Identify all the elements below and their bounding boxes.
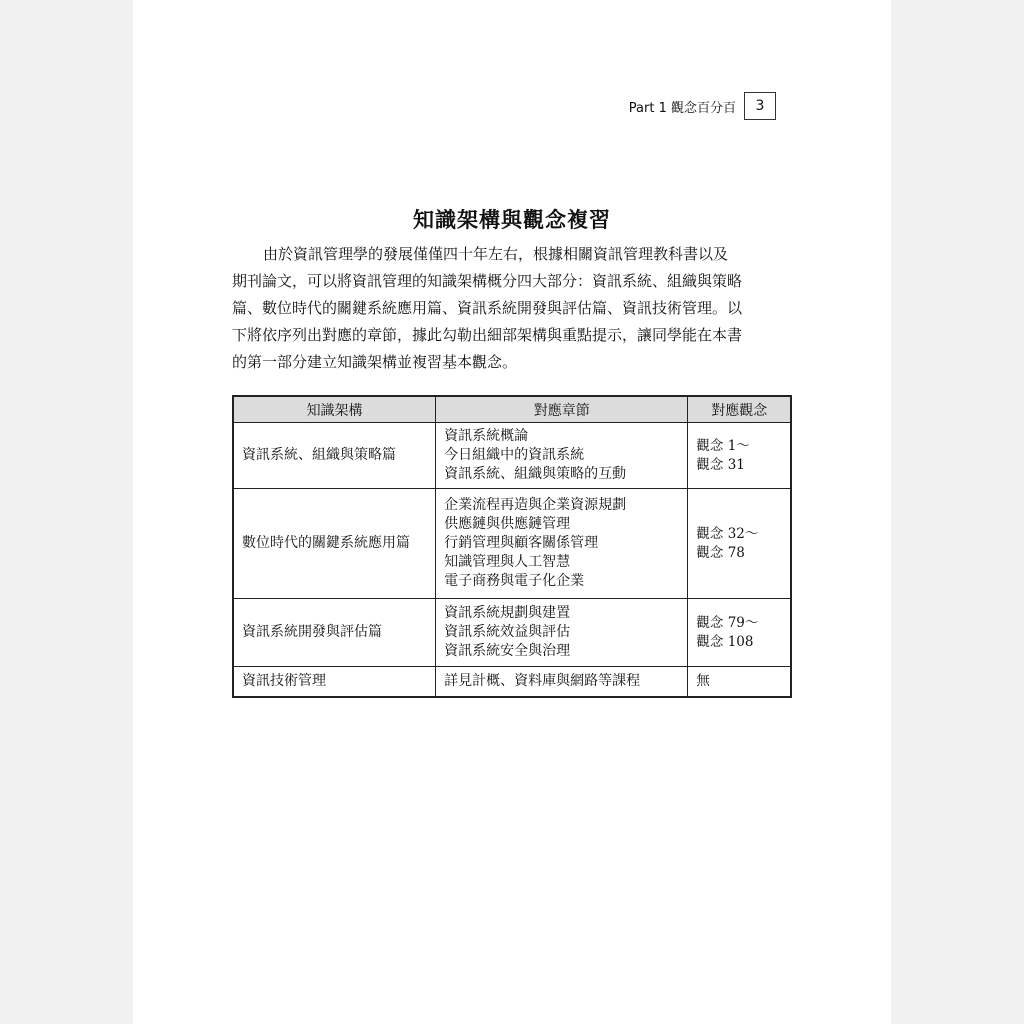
- chapter-item: 知識管理與人工智慧: [444, 554, 571, 570]
- chapter-item: 資訊系統、組織與策略的互動: [444, 466, 627, 482]
- chapter-item: 資訊系統安全與治理: [444, 643, 571, 659]
- concept-range-start: 觀念 79～: [696, 614, 759, 631]
- chapters-cell: [436, 599, 688, 667]
- paragraph-line: 篇、數位時代的關鍵系統應用篇、資訊系統開發與評估篇、資訊技術管理。以: [232, 299, 743, 317]
- framework-cell: 資訊技術管理: [233, 667, 436, 697]
- chapter-item: 資訊系統規劃與建置: [444, 605, 571, 621]
- book-page: [133, 0, 891, 1024]
- paragraph-line: 期刊論文，可以將資訊管理的知識架構概分四大部分：資訊系統、組織與策略: [232, 272, 743, 290]
- concept-range-end: 觀念 31: [696, 456, 745, 473]
- intro-paragraph: [232, 241, 794, 376]
- concepts-cell: [688, 489, 791, 599]
- header-concepts: 對應觀念: [688, 396, 791, 423]
- running-title: Part 1 觀念百分百: [628, 100, 736, 116]
- knowledge-table: [232, 395, 792, 698]
- header-framework: 知識架構: [233, 396, 436, 423]
- concept-none: 無: [696, 672, 710, 689]
- concept-range-start: 觀念 32～: [696, 525, 759, 542]
- concept-range-end: 觀念 78: [696, 544, 745, 561]
- concept-range-end: 觀念 108: [696, 633, 754, 650]
- running-header: [629, 92, 776, 120]
- chapter-item: 資訊系統概論: [444, 428, 529, 444]
- chapters-cell: [436, 489, 688, 599]
- table-row: [233, 667, 791, 697]
- chapter-item: 電子商務與電子化企業: [444, 573, 585, 589]
- chapter-item: 供應鏈與供應鏈管理: [444, 516, 571, 532]
- page-number: 3: [744, 92, 776, 120]
- chapter-item: 企業流程再造與企業資源規劃: [444, 497, 627, 513]
- chapter-item: 詳見計概、資料庫與網路等課程: [444, 672, 641, 689]
- paragraph-line: 由於資訊管理學的發展僅僅四十年左右，根據相關資訊管理教科書以及: [263, 245, 729, 263]
- chapter-item: 今日組織中的資訊系統: [444, 447, 585, 463]
- table-row: [233, 489, 791, 599]
- table-row: [233, 423, 791, 489]
- concepts-cell: [688, 423, 791, 489]
- chapter-item: 行銷管理與顧客關係管理: [444, 535, 599, 551]
- framework-cell: 數位時代的關鍵系統應用篇: [233, 489, 436, 599]
- concepts-cell: [688, 667, 791, 697]
- chapters-cell: [436, 667, 688, 697]
- framework-cell: 資訊系統開發與評估篇: [233, 599, 436, 667]
- paragraph-line: 的第一部分建立知識架構並複習基本觀念。: [232, 353, 518, 371]
- table-row: [233, 599, 791, 667]
- chapters-cell: [436, 423, 688, 489]
- header-chapters: 對應章節: [436, 396, 688, 423]
- concept-range-start: 觀念 1～: [696, 437, 750, 454]
- concepts-cell: [688, 599, 791, 667]
- framework-cell: 資訊系統、組織與策略篇: [233, 423, 436, 489]
- paragraph-line: 下將依序列出對應的章節，據此勾勒出細部架構與重點提示，讓同學能在本書: [232, 326, 743, 344]
- table-header-row: [233, 396, 791, 423]
- section-title: 知識架構與觀念複習: [413, 208, 611, 232]
- chapter-item: 資訊系統效益與評估: [444, 624, 571, 640]
